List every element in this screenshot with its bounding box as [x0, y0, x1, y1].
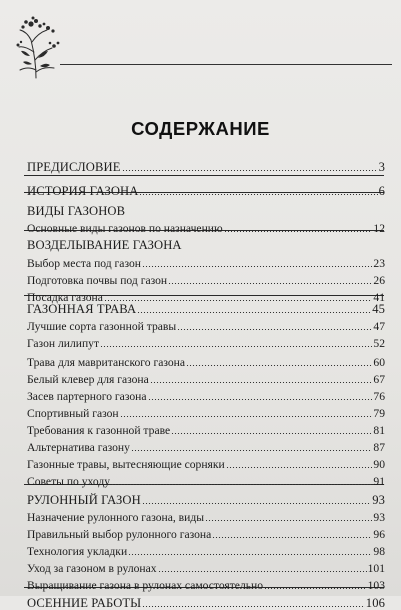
- toc-page-number: 12: [373, 222, 385, 235]
- dot-leader: [224, 231, 373, 232]
- dot-leader: [150, 382, 373, 383]
- dot-leader: [212, 537, 372, 538]
- toc-page-number: 87: [373, 441, 385, 454]
- toc-page-number: 103: [367, 579, 385, 592]
- toc-page-number: 106: [365, 596, 385, 610]
- toc-entry-title: Уход за газоном в рулонах: [27, 562, 157, 575]
- toc-page-number: 41: [373, 291, 385, 304]
- toc-page-number: 90: [373, 458, 385, 471]
- toc-entry[interactable]: [27, 453, 385, 471]
- toc-entry-title: ВОЗДЕЛЫВАНИЕ ГАЗОНА: [27, 238, 182, 252]
- toc-section[interactable]: [27, 156, 385, 174]
- toc-page-number: 26: [373, 274, 385, 287]
- toc-page-number: 93: [373, 511, 385, 524]
- toc-entry-title: Требования к газонной траве: [27, 424, 171, 437]
- toc-entry-title: Технология укладки: [27, 545, 128, 558]
- toc-entry[interactable]: [27, 351, 385, 369]
- dot-leader: [131, 450, 372, 451]
- toc-entry[interactable]: [27, 368, 385, 386]
- toc-entry-title: ПРЕДИСЛОВИЕ: [27, 160, 121, 174]
- toc-entry[interactable]: [27, 332, 385, 350]
- toc-entry[interactable]: [27, 269, 385, 287]
- toc-page-number: 93: [372, 493, 385, 507]
- toc-entry[interactable]: [27, 506, 385, 524]
- dot-leader: [137, 312, 371, 313]
- toc-section[interactable]: [27, 180, 385, 198]
- dot-leader: [120, 416, 373, 417]
- toc-entry-title: Газонные травы, вытесняющие сорняки: [27, 458, 225, 471]
- toc-entry-title: Назначение рулонного газона, виды: [27, 511, 205, 524]
- toc-page-number: 52: [373, 337, 385, 350]
- toc-entry-title: Подготовка почвы под газон: [27, 274, 168, 287]
- toc-entry[interactable]: [27, 385, 385, 403]
- toc-page-number: 98: [373, 545, 385, 558]
- toc-entry-title: Посадка газона: [27, 291, 103, 304]
- toc-page-number: 76: [373, 390, 385, 403]
- page-title: СОДЕРЖАНИЕ: [131, 118, 270, 139]
- toc-entry-title: Спортивный газон: [27, 407, 119, 420]
- toc-entry[interactable]: [27, 557, 385, 575]
- toc-page-number: 67: [373, 373, 385, 386]
- toc-entry[interactable]: [27, 470, 385, 488]
- dot-leader: [158, 571, 367, 572]
- toc-page-number: 47: [373, 320, 385, 333]
- toc-page-number: 81: [373, 424, 385, 437]
- dot-leader: [139, 194, 377, 195]
- dot-leader: [186, 365, 372, 366]
- toc-section[interactable]: [27, 592, 385, 610]
- dot-leader: [142, 606, 365, 607]
- toc-entry-title: Трава для мавританского газона: [27, 356, 186, 369]
- plant-illustration: [14, 14, 64, 80]
- toc-page-number: 96: [373, 528, 385, 541]
- header-rule: [60, 64, 392, 65]
- toc-entry[interactable]: [27, 315, 385, 333]
- toc-entry-title: Альтернатива газону: [27, 441, 130, 454]
- toc-entry-title: Засев партерного газона: [27, 390, 147, 403]
- toc-entry-title: Газон лилипут: [27, 337, 100, 350]
- toc-page-number: 79: [373, 407, 385, 420]
- toc-entry[interactable]: [27, 574, 385, 592]
- toc-page-number: 101: [367, 562, 385, 575]
- toc-entry-title: Выбор места под газон: [27, 257, 141, 270]
- dot-leader: [111, 484, 372, 485]
- dot-leader: [264, 588, 367, 589]
- toc-section[interactable]: [27, 298, 385, 316]
- toc-entry-title: ГАЗОННАЯ ТРАВА: [27, 302, 137, 316]
- toc-entry-title: Правильный выбор рулонного газона: [27, 528, 212, 541]
- dot-leader: [100, 346, 372, 347]
- dot-leader: [171, 433, 372, 434]
- toc-entry[interactable]: [27, 523, 385, 541]
- dot-leader: [148, 399, 373, 400]
- toc-entry-title: ВИДЫ ГАЗОНОВ: [27, 204, 126, 218]
- toc-page-number: 6: [378, 184, 385, 198]
- toc-section[interactable]: [27, 234, 385, 252]
- toc-entry-title: РУЛОННЫЙ ГАЗОН: [27, 493, 141, 507]
- toc-entry-title: ОСЕННИЕ РАБОТЫ: [27, 596, 142, 610]
- toc-entry[interactable]: [27, 402, 385, 420]
- toc-entry-title: Основные виды газонов по назначению: [27, 222, 223, 235]
- toc-entry-title: Белый клевер для газона: [27, 373, 149, 386]
- toc-entry-title: Выращивание газона в рулонах самостоятельно: [27, 579, 264, 592]
- toc-entry-title: ИСТОРИЯ ГАЗОНА: [27, 184, 139, 198]
- dot-leader: [205, 520, 372, 521]
- toc-entry[interactable]: [27, 217, 385, 235]
- toc-entry-title: Советы по уходу: [27, 475, 111, 488]
- toc-page-number: 3: [378, 160, 385, 174]
- dot-leader: [128, 554, 372, 555]
- toc-page-number: 60: [373, 356, 385, 369]
- toc-page-number: 23: [373, 257, 385, 270]
- toc-entry[interactable]: [27, 436, 385, 454]
- toc-entry[interactable]: [27, 252, 385, 270]
- toc-page-number: 91: [373, 475, 385, 488]
- dot-leader: [122, 170, 378, 171]
- dot-leader: [168, 283, 372, 284]
- toc-entry[interactable]: [27, 540, 385, 558]
- separator-1: [24, 175, 384, 176]
- toc-section[interactable]: [27, 489, 385, 507]
- toc-entry[interactable]: [27, 419, 385, 437]
- dot-leader: [177, 329, 372, 330]
- dot-leader: [142, 266, 372, 267]
- dot-leader: [142, 503, 371, 504]
- toc-page-number: 45: [372, 302, 385, 316]
- toc-section[interactable]: [27, 200, 385, 218]
- toc-entry-title: Лучшие сорта газонной травы: [27, 320, 177, 333]
- dot-leader: [226, 467, 373, 468]
